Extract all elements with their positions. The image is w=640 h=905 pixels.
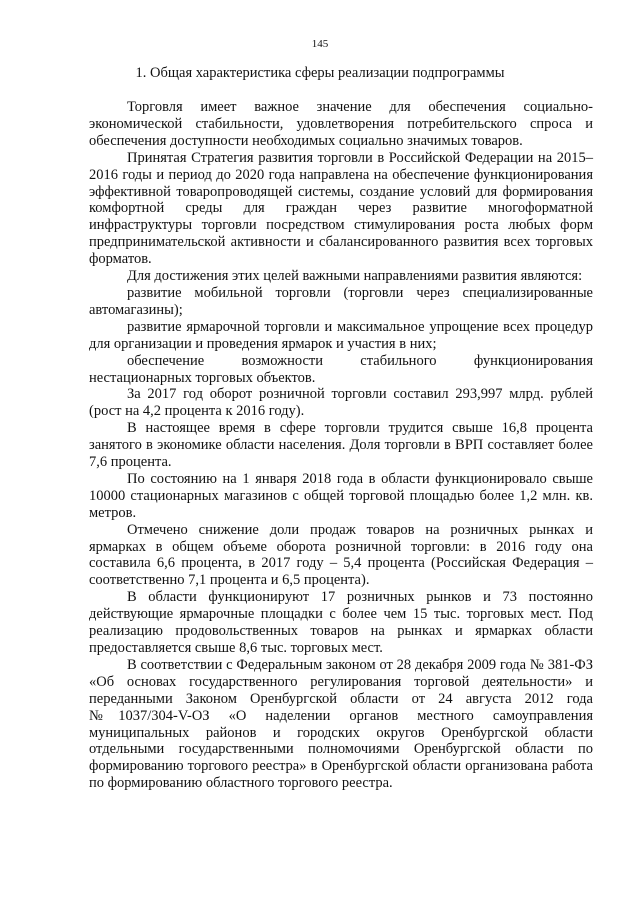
paragraph: Для достижения этих целей важными направлениями развития являются:	[127, 268, 583, 285]
list-item: развитие мобильной торговли (торговли через специализированные автомагазины);	[89, 284, 593, 318]
list-item: развитие ярмарочной торговли и максимальное упрощение всех процедур для организации и проведения ярмарок и участия в них;	[89, 318, 593, 352]
paragraph: Торговля имеет важное значение для обеспечения социально-экономической стабильности, удовлетворения потребительского спроса и обеспечения доступности необходимых социально значимых товаров.	[89, 99, 593, 149]
paragraph: Принятая Стратегия развития торговли в Российской Федерации на 2015–2016 годы и период до 2020 года направлена на обеспечение функционирования эффективной товаропроводящей системы, создание условий для формирования комфортной среды для граждан через развитие многоформатной инфраструктуры торговли посредством стимулирования роста любых форм предпринимательской активности и сбалансированного развития всех торговых форматов.	[89, 149, 593, 268]
paragraph: В настоящее время в сфере торговли трудится свыше 16,8 процента занятого в экономике области населения. Доля торговли в ВРП составляет более 7,6 процента.	[89, 420, 593, 471]
section-heading: 1. Общая характеристика сферы реализации подпрограммы	[135, 65, 505, 81]
paragraph: За 2017 год оборот розничной торговли составил 293,997 млрд. рублей (рост на 4,2 процента к 2016 году).	[89, 386, 593, 420]
paragraph: Отмечено снижение доли продаж товаров на розничных рынках и ярмарках в общем объеме оборота розничной торговли: в 2016 году она составила 6,6 процента, в 2017 году – 5,4 процента (Российская Федерация – соответственно 7,1 процента и 6,5 процента).	[89, 521, 593, 589]
paragraph: В области функционируют 17 розничных рынков и 73 постоянно действующие ярмарочные площадки с более чем 15 тыс. торговых мест. Под реализацию продовольственных товаров на рынках и ярмарках области предоставляется свыше 8,6 тыс. торговых мест.	[89, 589, 593, 656]
list-item: обеспечение возможности стабильного функционирования нестационарных торговых объектов.	[89, 352, 593, 386]
paragraph: По состоянию на 1 января 2018 года в области функционировало свыше 10000 стационарных магазинов с общей торговой площадью более 1,2 млн. кв. метров.	[89, 470, 593, 521]
body-text	[89, 99, 593, 792]
paragraph: В соответствии с Федеральным законом от 28 декабря 2009 года № 381-ФЗ «Об основах государственного регулирования торговой деятельности» и переданными Законом Оренбургской области от 24 августа 2012 года №1037/304-V-ОЗ «О наделении органов местного самоуправления муниципальных районов и городских округов Оренбургской области отдельными государственными полномочиями Оренбургской области по формированию торгового реестра» в Оренбургской области организована работа по формированию областного торгового реестра.	[89, 656, 593, 792]
page-number: 145	[311, 38, 329, 50]
